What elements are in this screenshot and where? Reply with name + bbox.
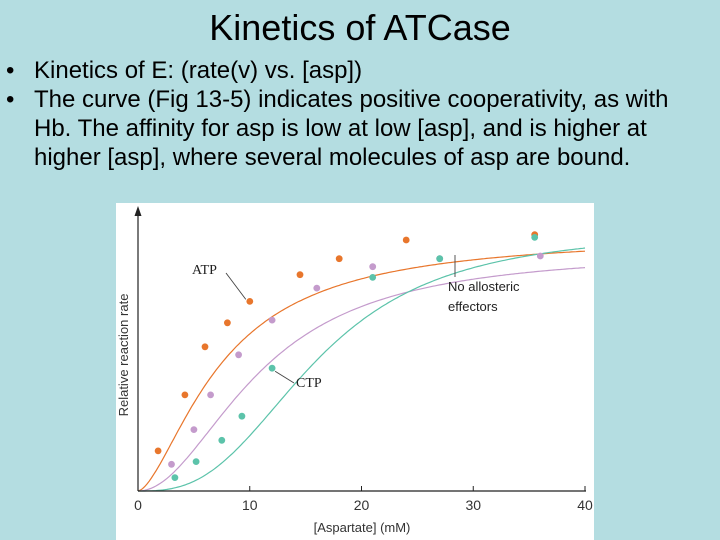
bullet-item [0,56,720,85]
data-point-no-allosteric-effectors [369,263,376,270]
data-point-atp [297,271,304,278]
data-point-ctp [369,274,376,281]
bullet-marker: • [6,57,15,84]
curve-no-allosteric-effectors [138,268,585,491]
data-point-atp [224,319,231,326]
data-point-no-allosteric-effectors [313,285,320,292]
data-point-ctp [269,365,276,372]
data-point-atp [246,298,253,305]
kinetics-chart [116,203,594,540]
data-point-no-allosteric-effectors [207,392,214,399]
data-point-atp [202,343,209,350]
bullet-text: Kinetics of E: (rate(v) vs. [asp]) [34,57,363,84]
data-point-ctp [436,255,443,262]
leader-layer [226,255,455,383]
y-axis-label: Relative reaction rate [116,293,131,417]
bullet-item [0,85,720,172]
slide-title: Kinetics of ATCase [209,7,511,48]
x-tick-label: 40 [577,497,593,513]
tick-layer [134,486,593,513]
ctp-leader-line [275,371,294,383]
data-point-no-allosteric-effectors [537,253,544,260]
data-point-no-allosteric-effectors [235,351,242,358]
bullet-marker: • [6,86,15,113]
data-point-atp [403,237,410,244]
data-point-atp [155,448,162,455]
data-point-no-allosteric-effectors [191,426,198,433]
data-point-no-allosteric-effectors [269,317,276,324]
data-point-ctp [172,474,179,481]
data-point-ctp [239,413,246,420]
data-point-no-allosteric-effectors [168,461,175,468]
data-point-atp [336,255,343,262]
atp-leader-line [226,273,246,299]
bullet-text: The curve (Fig 13-5) indicates positive cooperativity, as with Hb. The affinity for asp is low at low [asp], and is higher at higher [asp], where several molecules of asp are bound. [34,86,669,171]
no-effectors-annotation-line-1: No allosteric [448,279,520,294]
bullet-list [0,56,720,172]
x-tick-label: 30 [465,497,482,513]
x-tick-label: 10 [241,497,258,513]
x-axis-label: [Aspartate] (mM) [313,520,411,535]
y-axis-arrow-icon [135,206,142,216]
no-effectors-annotation-line-2: effectors [448,299,498,314]
atp-annotation: ATP [192,263,217,278]
kinetics-figure [116,203,594,540]
x-tick-label: 0 [134,497,142,513]
data-point-ctp [531,234,538,241]
ctp-annotation: CTP [296,376,322,391]
data-point-atp [182,392,189,399]
data-point-ctp [218,437,225,444]
x-tick-label: 20 [353,497,370,513]
data-point-ctp [193,458,200,465]
